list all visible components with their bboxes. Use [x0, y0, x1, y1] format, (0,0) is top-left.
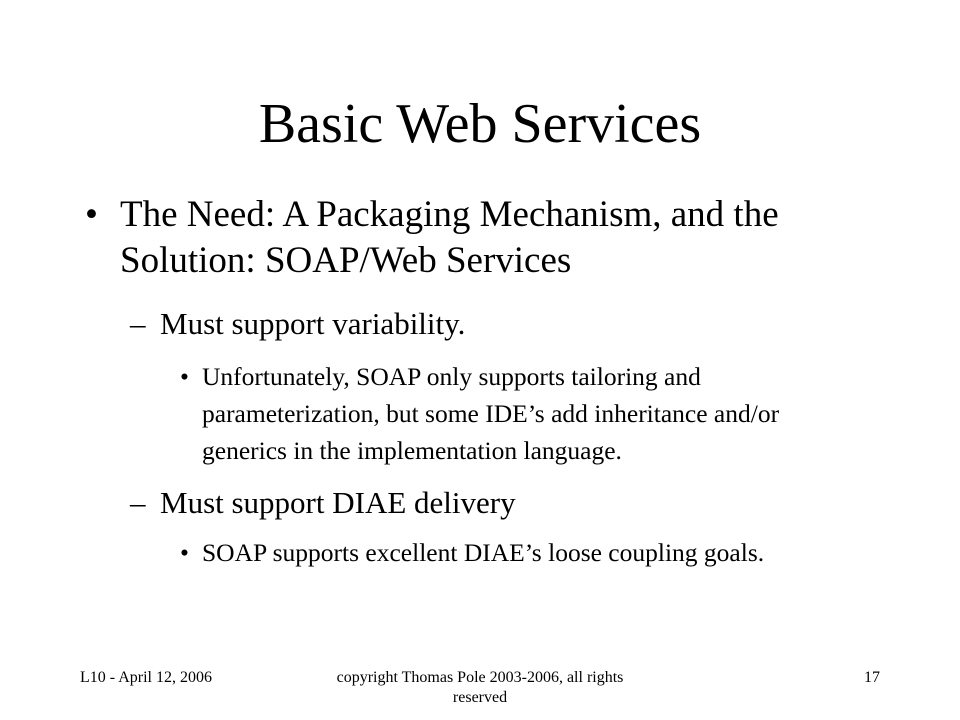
footer-copyright: copyright Thomas Pole 2003-2006, all rights reserved: [336, 669, 624, 706]
bullet-the-need: [85, 192, 860, 284]
bullet-marker: •: [180, 538, 189, 567]
slide-title: Basic Web Services: [258, 93, 702, 155]
dash-marker: –: [130, 485, 146, 520]
detail-bullet-loose-coupling: [180, 534, 862, 571]
bullet-marker: •: [85, 194, 98, 235]
page-number: 17: [864, 669, 880, 686]
detail-bullet-text: SOAP supports excellent DIAE’s loose coupling goals.: [202, 538, 765, 567]
dash-marker: –: [130, 306, 146, 341]
sub-bullet-diae-delivery: [130, 484, 860, 522]
bullet-marker: •: [180, 362, 189, 391]
detail-bullet-text: Unfortunately, SOAP only supports tailoring and parameterization, but some IDE’s add inheritance and/or generics in the implementation language.: [202, 362, 780, 465]
sub-bullet-variability: [130, 305, 860, 343]
footer-date: L10 - April 12, 2006: [80, 669, 212, 686]
sub-bullet-text: Must support DIAE delivery: [160, 485, 516, 520]
sub-bullet-text: Must support variability.: [160, 306, 466, 341]
detail-bullet-soap-tailoring: [180, 358, 862, 469]
bullet-text: The Need: A Packaging Mechanism, and the Solution: SOAP/Web Services: [120, 194, 779, 281]
